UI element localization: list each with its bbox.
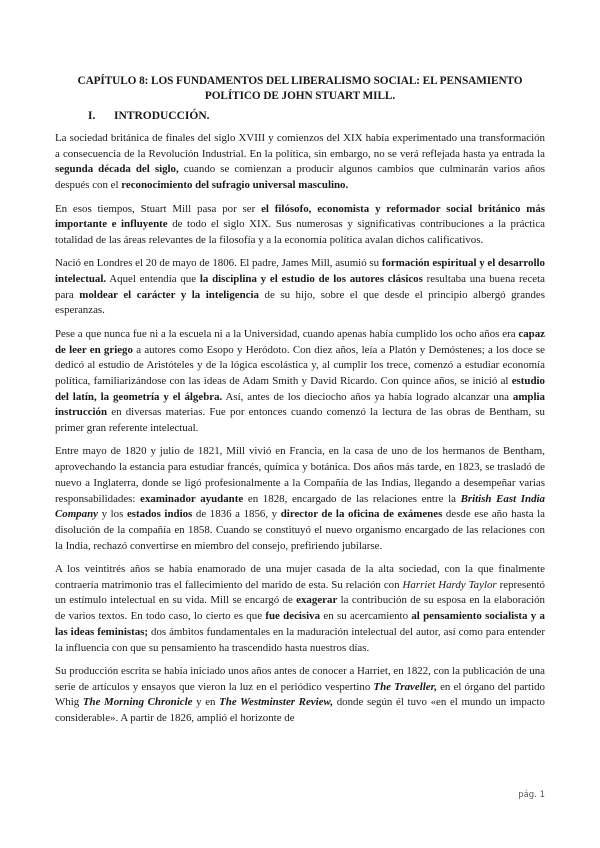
bold-italic-run: British East India Company: [55, 492, 545, 521]
text-run: donde según él tuvo «en el mundo un impacto considerable». A partir de 1826, amplió el horizonte de: [55, 696, 545, 725]
bold-run: estudio del latín, la geometría y el álgebra.: [55, 374, 545, 403]
text-run: Entre mayo de 1820 y julio de 1821, Mill vivió en Francia, en la casa de uno de los hermanos de Bentham, aprovechando la estancia para estudiar francés, química y botánica. Dos años más tarde, en 1823, se trasladó de nuevo a Inglaterra, donde se ligó profesionalmente a la Compañía de las Indias, llegando a desempeñar varias responsabilidades:: [55, 445, 545, 505]
document-body: [55, 131, 545, 734]
paragraph-7: [55, 664, 545, 727]
text-run: representó un estímulo intelectual en su vida. Mill se encargó de: [55, 578, 545, 607]
paragraph-2: [55, 202, 545, 249]
text-run: de su hijo, sobre el que desde el principio albergó grandes esperanzas.: [55, 288, 545, 317]
text-run: cuando se comienzan a producir algunos cambios que culminarán varios años después con el: [55, 163, 545, 192]
bold-run: fue decisiva: [265, 610, 321, 623]
text-run: en 1828, encargado de las relaciones entre la: [243, 492, 461, 505]
paragraph-3: [55, 256, 545, 319]
bold-italic-run: The Traveller,: [373, 680, 437, 693]
text-run: La sociedad británica de finales del siglo XVIII y comienzos del XIX había experimentado una transformación a consecuencia de la Revolución Industrial. En la política, sin embargo, no se verá reflejada hasta ya entrada la: [55, 132, 545, 160]
bold-run: segunda década del siglo,: [55, 163, 179, 176]
bold-run: estados indios: [126, 508, 193, 521]
bold-run: reconocimiento del sufragio universal masculino.: [121, 179, 349, 192]
text-run: Aquel entendía que: [106, 273, 200, 285]
text-run: Así, antes de los dieciocho años ya había logrado alcanzar una: [222, 390, 513, 403]
bold-run: moldear el carácter y la inteligencia: [79, 288, 259, 301]
text-run: En esos tiempos, Stuart Mill pasa por ser: [55, 202, 262, 215]
bold-run: la disciplina y el estudio de los autores clásicos: [199, 273, 423, 285]
italic-run: Harriet Hardy Taylor: [402, 578, 497, 591]
text-run: dos ámbitos fundamentales en la maduración intelectual del autor, así como para entender la influencia con que su pensamiento ha trascendido hasta nuestros días.: [55, 625, 545, 654]
section-number: I.: [88, 110, 96, 122]
text-run: y en: [192, 696, 220, 709]
text-run: Su producción escrita se había iniciado unos años antes de conocer a Harriet, en 1822, con la publicación de una serie de artículos y ensayos que vieron la luz en el periódico vespertino: [55, 664, 545, 693]
text-run: la contribución de su esposa en la elaboración de varios textos. En todo caso, lo cierto es que: [55, 594, 545, 623]
text-run: en el órgano del partido Whig: [55, 680, 545, 709]
section-heading: [88, 109, 210, 124]
paragraph-4: [55, 327, 545, 437]
text-run: desde ese año hasta la disolución de la compañía en 1858. Cuando se constituyó el nuevo organismo encargado de las relaciones con la India, rechazó convertirse en miembro del consejo, prefiriendo jubilarse.: [55, 508, 545, 552]
paragraph-5: [55, 444, 545, 554]
bold-run: director de la oficina de exámenes: [280, 508, 443, 521]
text-run: Nació en Londres el 20 de mayo de 1806. El padre, James Mill, asumió su: [55, 257, 382, 270]
text-run: en su acercamiento: [320, 610, 412, 623]
bold-run: el filósofo, economista y reformador social británico más importante e influyente: [55, 202, 545, 231]
bold-run: amplia instrucción: [55, 390, 545, 419]
bold-run: al pensamiento socialista y a las ideas feministas;: [55, 610, 545, 638]
text-run: Pese a que nunca fue ni a la escuela ni a la Universidad, cuando apenas había cumplido los ocho años era: [55, 327, 519, 340]
text-run: de 1836 a 1856, y: [192, 508, 281, 521]
bold-run: formación espiritual y el desarrollo intelectual.: [55, 257, 545, 285]
bold-run: capaz de leer en griego: [55, 327, 545, 356]
text-run: de todo el siglo XIX. Sus numerosas y significativas contribuciones a la práctica totalidad de las áreas relevantes de la filosofía y a la economía política avalan dichos calificativos.: [55, 218, 545, 246]
paragraph-6: [55, 562, 545, 656]
paragraph-1: [55, 131, 545, 194]
section-label: INTRODUCCIÓN.: [114, 110, 210, 122]
text-run: y los: [97, 508, 127, 521]
text-run: resultaba una buena receta para: [55, 273, 545, 301]
page-number: pág. 1: [518, 790, 545, 800]
bold-run: exagerar: [296, 594, 338, 607]
bold-run: examinador ayudante: [140, 492, 244, 505]
chapter-title: CAPÍTULO 8: LOS FUNDAMENTOS DEL LIBERALISMO SOCIAL: EL PENSAMIENTO POLÍTICO DE JOHN STUART MILL.: [77, 75, 523, 102]
text-run: a autores como Esopo y Heródoto. Con diez años, leía a Platón y Demóstenes; a los doce se dedicó al estudio de Aristóteles y de la lógica escolástica y, al cumplir los trece, comenzó a estudiar economía política, familiarizándose con las ideas de Adam Smith y David Ricardo. Con quince años, se inició al: [55, 343, 545, 387]
text-run: en diversas materias. Fue por entonces cuando comenzó la lectura de las obras de Bentham, su primer gran referente intelectual.: [55, 406, 545, 435]
bold-italic-run: The Westminster Review,: [219, 696, 334, 709]
text-run: A los veintitrés años se había enamorado de una mujer casada de la alta sociedad, con la que finalmente contraería matrimonio tras el fallecimiento del marido de esta. Su relación con: [55, 563, 545, 591]
bold-italic-run: The Morning Chronicle: [82, 696, 193, 709]
